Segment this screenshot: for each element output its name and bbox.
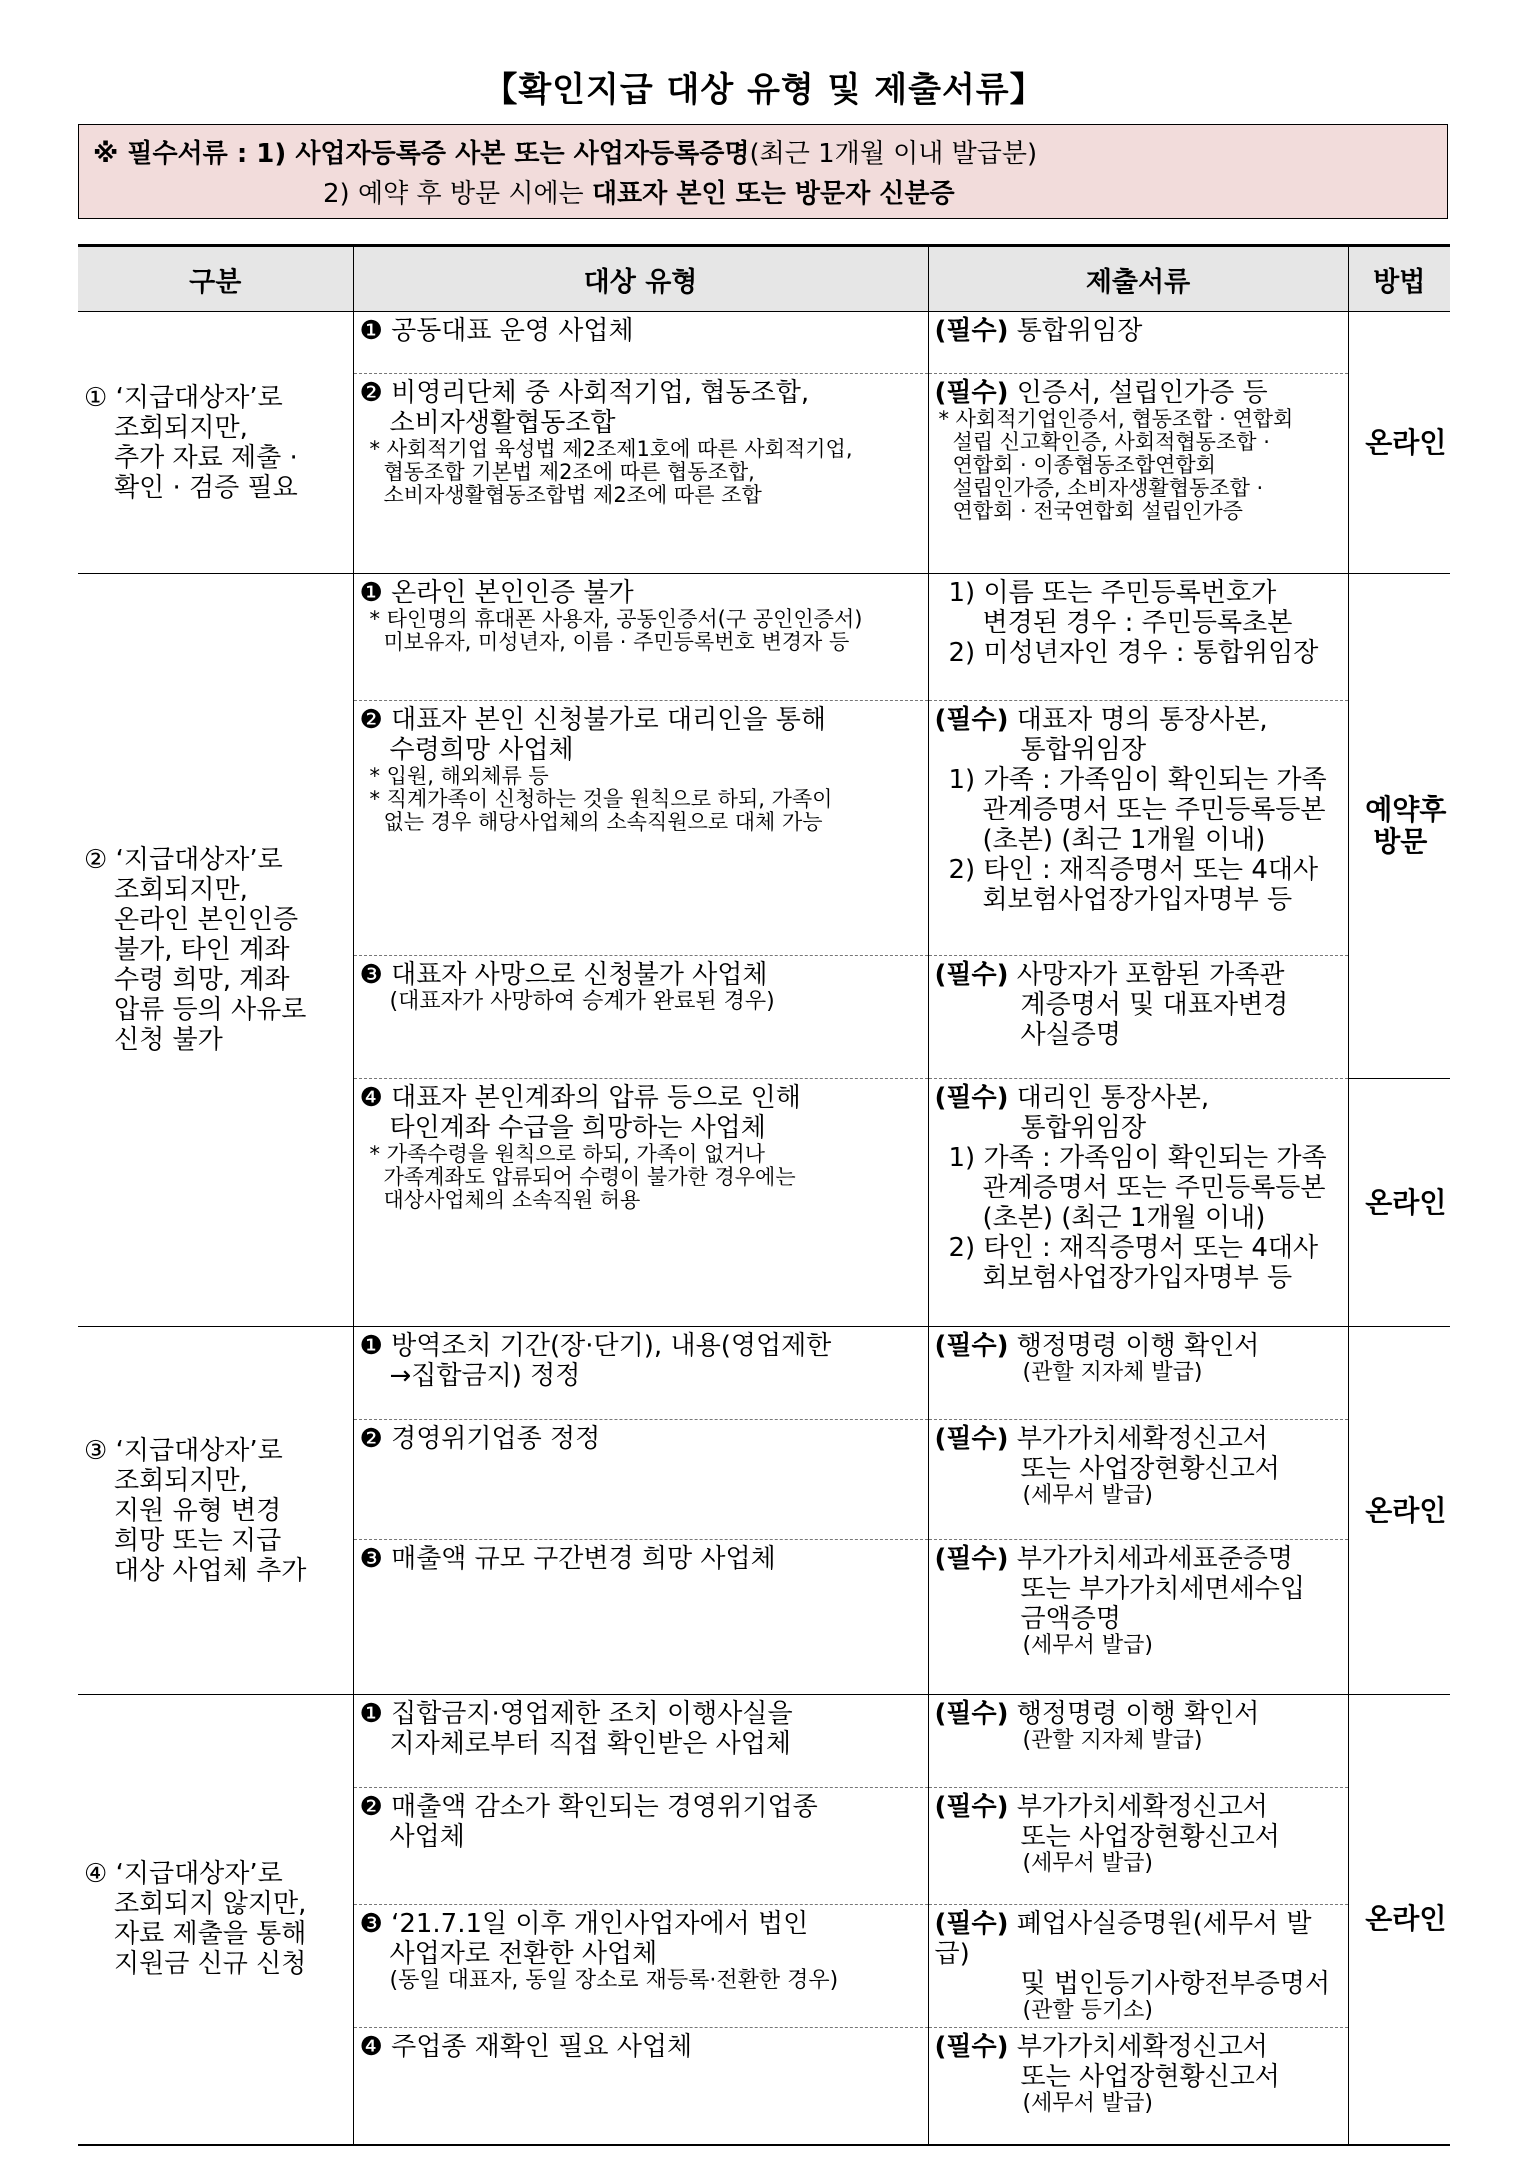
category-line: 신청 불가 [114, 1025, 223, 1055]
documents-cell [928, 1420, 1348, 1540]
document-line [935, 316, 1344, 346]
document-note: 연합회 · 이종협동조합연합회 [952, 453, 1216, 477]
document-line [935, 1020, 1344, 1050]
type-line: 사업체 [389, 1822, 465, 1852]
type-line: ❹ 주업종 재확인 필요 사업체 [359, 2032, 693, 2062]
document-line [935, 735, 1344, 765]
required-tag: (필수) [934, 2032, 1009, 2062]
category-line: ② ‘지급대상자’로 [84, 845, 283, 875]
required-tag: (필수) [934, 1424, 1009, 1454]
documents-cell [928, 1079, 1348, 1327]
document-line [935, 1331, 1344, 1361]
document-line [935, 1822, 1344, 1852]
document-text: 또는 사업장현황신고서 [1020, 1822, 1280, 1852]
required-tag: (필수) [934, 378, 1009, 408]
required-tag: (필수) [934, 1699, 1009, 1729]
category-line: 불가, 타인 계좌 [114, 935, 290, 965]
table-row [78, 574, 1450, 701]
type-line: ❸ ‘21.7.1일 이후 개인사업자에서 법인 [359, 1909, 809, 1939]
category-line: 추가 자료 제출 · [114, 442, 298, 473]
type-line: ❷ 경영위기업종 정정 [359, 1424, 601, 1454]
type-line: ❷ 비영리단체 중 사회적기업, 협동조합, [359, 378, 810, 408]
category-line: 조회되지 않지만, [114, 1889, 307, 1920]
document-text: 또는 부가가치세면세수입 [1020, 1574, 1306, 1604]
type-line: ❶ 방역조치 기간(장·단기), 내용(영업제한 [359, 1331, 832, 1361]
method-cell [1348, 1079, 1450, 1327]
document-note: * 사회적기업인증서, 협동조합 · 연합회 [938, 407, 1294, 431]
required-tag: (필수) [934, 1083, 1009, 1113]
document-line [935, 1969, 1344, 1999]
table-header-row [78, 246, 1450, 312]
category-line: 조회되지만, [114, 875, 248, 905]
document-text: 부가가치세확정신고서 [1016, 2032, 1268, 2062]
type-note: 협동조합 기본법 제2조에 따른 협동조합, [383, 460, 755, 484]
documents-cell [928, 956, 1348, 1079]
document-text: 또는 사업장현황신고서 [1020, 2062, 1280, 2092]
type-note: 미보유자, 미성년자, 이름 · 주민등록번호 변경자 등 [383, 630, 850, 654]
document-text: 통합위임장 [1020, 735, 1147, 765]
category-line: 희망 또는 지급 [114, 1525, 282, 1556]
required-documents-notice [78, 124, 1448, 219]
type-note: 소비자생활협동조합법 제2조에 따른 조합 [383, 483, 762, 507]
document-list-item: 관계증명서 또는 주민등록등본 [982, 1173, 1326, 1203]
documents-cell [928, 1788, 1348, 1905]
category-line: 지원 유형 변경 [114, 1495, 282, 1526]
document-text: 통합위임장 [1020, 1113, 1147, 1143]
method-label: 온라인 [1365, 1493, 1447, 1527]
method-cell [1348, 1695, 1450, 2145]
type-line: ❶ 집합금지·영업제한 조치 이행사실을 [359, 1699, 793, 1729]
type-line: ❸ 대표자 사망으로 신청불가 사업체 [359, 960, 768, 990]
type-cell [353, 1788, 928, 1905]
document-line [935, 1792, 1344, 1822]
table-row [78, 1327, 1450, 1420]
document-subnote: (세무서 발급) [1022, 1633, 1153, 1658]
category-cell [78, 1695, 353, 2145]
type-line: →집합금지) 정정 [389, 1361, 581, 1391]
notice-line2: 2) 예약 후 방문 시에는 [323, 179, 592, 209]
document-line [935, 1699, 1344, 1729]
document-text: 사실증명 [1020, 1020, 1121, 1050]
type-line: ❹ 대표자 본인계좌의 압류 등으로 인해 [359, 1083, 801, 1113]
header-category: 구분 [78, 246, 353, 312]
type-note: 가족계좌도 압류되어 수령이 불가한 경우에는 [383, 1165, 796, 1189]
category-line: 압류 등의 사유로 [114, 995, 307, 1025]
table-row [78, 1695, 1450, 1788]
documents-cell [928, 312, 1348, 374]
document-text: 행정명령 이행 확인서 [1016, 1331, 1260, 1361]
type-cell [353, 1327, 928, 1420]
type-line: 소비자생활협동조합 [389, 408, 616, 438]
document-subnote: (관할 지자체 발급) [1022, 1360, 1203, 1385]
category-line: 지원금 신규 신청 [114, 1949, 307, 1980]
document-text: 대표자 명의 통장사본, [1016, 705, 1268, 735]
category-cell [78, 574, 353, 1327]
page-title: 【확인지급 대상 유형 및 제출서류】 [483, 70, 1045, 110]
document-note: 설립 신고확인증, 사회적협동조합 · [952, 430, 1270, 454]
document-line [935, 1113, 1344, 1143]
document-list-item: 2) 타인 : 재직증명서 또는 4대사 [948, 1233, 1319, 1263]
document-line [935, 2032, 1344, 2062]
document-subnote: (관할 지자체 발급) [1022, 1728, 1203, 1753]
document-subnote: (세무서 발급) [1022, 2091, 1153, 2116]
required-tag: (필수) [934, 705, 1009, 735]
document-list-item: 변경된 경우 : 주민등록초본 [982, 608, 1293, 638]
type-cell [353, 956, 928, 1079]
document-text: 또는 사업장현황신고서 [1020, 1454, 1280, 1484]
document-text: 및 법인등기사항전부증명서 [1020, 1969, 1331, 1999]
document-text: 통합위임장 [1016, 316, 1143, 346]
type-cell [353, 1540, 928, 1695]
document-text: 행정명령 이행 확인서 [1016, 1699, 1260, 1729]
document-subnote: (세무서 발급) [1022, 1851, 1153, 1876]
type-note: * 직계가족이 신청하는 것을 원칙으로 하되, 가족이 [369, 787, 833, 811]
type-cell [353, 1695, 928, 1788]
document-line [935, 960, 1344, 990]
method-cell [1348, 574, 1450, 1079]
document-text: 부가가치세과세표준증명 [1016, 1544, 1294, 1574]
category-line: 자료 제출을 통해 [114, 1919, 307, 1950]
required-tag: (필수) [934, 1331, 1009, 1361]
type-cell [353, 701, 928, 956]
category-line: ③ ‘지급대상자’로 [84, 1435, 283, 1466]
type-line: ❶ 공동대표 운영 사업체 [359, 316, 634, 346]
type-cell [353, 2028, 928, 2145]
document-note: 설립인가증, 소비자생활협동조합 · [952, 476, 1264, 500]
document-list-item: 관계증명서 또는 주민등록등본 [982, 795, 1326, 825]
document-list-item: (초본) (최근 1개월 이내) [982, 825, 1266, 855]
document-text: 인증서, 설립인가증 등 [1016, 378, 1268, 408]
notice-line2-bold: 대표자 본인 또는 방문자 신분증 [591, 179, 955, 209]
notice-line1: ※ 필수서류 : 1) 사업자등록증 사본 또는 사업자등록증명 [93, 139, 750, 169]
documents-cell [928, 374, 1348, 574]
document-list-item: 1) 가족 : 가족임이 확인되는 가족 [948, 1143, 1327, 1173]
document-list-item: 1) 이름 또는 주민등록번호가 [948, 578, 1277, 608]
document-line [935, 705, 1344, 735]
document-line [935, 1909, 1344, 1969]
type-note: 없는 경우 해당사업체의 소속직원으로 대체 가능 [383, 810, 823, 834]
documents-cell [928, 1695, 1348, 1788]
type-line: ❷ 매출액 감소가 확인되는 경영위기업종 [359, 1792, 818, 1822]
document-note: 연합회 · 전국연합회 설립인가증 [952, 499, 1243, 523]
document-list-item: 회보험사업장가입자명부 등 [982, 885, 1293, 915]
type-note: * 가족수령을 원칙으로 하되, 가족이 없거나 [369, 1142, 765, 1166]
required-tag: (필수) [934, 1544, 1009, 1574]
document-line [935, 1424, 1344, 1454]
type-cell [353, 1420, 928, 1540]
category-line: ④ ‘지급대상자’로 [84, 1859, 283, 1890]
documents-cell [928, 701, 1348, 956]
notice-line1-note: (최근 1개월 이내 발급분) [749, 139, 1038, 169]
method-cell [1348, 1327, 1450, 1695]
type-cell [353, 1905, 928, 2028]
required-tag: (필수) [934, 316, 1009, 346]
document-subnote: (관할 등기소) [1022, 1998, 1153, 2023]
documents-cell [928, 2028, 1348, 2145]
document-text: 부가가치세확정신고서 [1016, 1424, 1268, 1454]
type-cell [353, 574, 928, 701]
document-line [935, 1083, 1344, 1113]
type-cell [353, 312, 928, 374]
header-documents: 제출서류 [928, 246, 1348, 312]
category-line: ① ‘지급대상자’로 [84, 382, 283, 413]
document-text: 계증명서 및 대표자변경 [1020, 990, 1289, 1020]
document-line [935, 378, 1344, 408]
document-line [935, 1544, 1344, 1574]
document-text: 사망자가 포함된 가족관 [1016, 960, 1285, 990]
type-cell [353, 374, 928, 574]
type-subnote: (대표자가 사망하여 승계가 완료된 경우) [389, 989, 775, 1014]
type-note: * 사회적기업 육성법 제2조제1호에 따른 사회적기업, [369, 437, 853, 461]
document-list-item: 1) 가족 : 가족임이 확인되는 가족 [948, 765, 1327, 795]
type-cell [353, 1079, 928, 1327]
table-row [78, 312, 1450, 374]
type-subnote: (동일 대표자, 동일 장소로 재등록·전환한 경우) [389, 1968, 839, 1993]
required-tag: (필수) [934, 1909, 1009, 1939]
type-note: * 타인명의 휴대폰 사용자, 공동인증서(구 공인인증서) [369, 607, 863, 631]
method-cell [1348, 312, 1450, 574]
category-line: 온라인 본인인증 [114, 905, 299, 935]
method-label: 온라인 [1365, 1902, 1447, 1936]
document-line [935, 990, 1344, 1020]
required-tag: (필수) [934, 1792, 1009, 1822]
document-text: 대리인 통장사본, [1016, 1083, 1210, 1113]
type-line: 지자체로부터 직접 확인받은 사업체 [389, 1729, 792, 1759]
document-text: 부가가치세확정신고서 [1016, 1792, 1268, 1822]
header-type: 대상 유형 [353, 246, 928, 312]
document-list-item: 회보험사업장가입자명부 등 [982, 1263, 1293, 1293]
type-line: ❶ 온라인 본인인증 불가 [359, 578, 634, 608]
document-list-item: 2) 미성년자인 경우 : 통합위임장 [948, 638, 1319, 668]
type-line: 수령희망 사업체 [389, 735, 574, 765]
document-text: 폐업사실증명원(세무서 발급) [934, 1909, 1312, 1969]
type-note: * 입원, 해외체류 등 [369, 764, 549, 788]
type-line: ❸ 매출액 규모 구간변경 희망 사업체 [359, 1544, 776, 1574]
document-line [935, 1454, 1344, 1484]
documents-cell [928, 574, 1348, 701]
category-line: 대상 사업체 추가 [114, 1555, 307, 1586]
document-line [935, 1574, 1344, 1604]
document-line [935, 1604, 1344, 1634]
documents-cell [928, 1327, 1348, 1420]
required-tag: (필수) [934, 960, 1009, 990]
eligibility-table [78, 244, 1450, 2146]
category-cell [78, 1327, 353, 1695]
type-line: 사업자로 전환한 사업체 [389, 1939, 658, 1969]
category-line: 확인 · 검증 필요 [114, 472, 298, 503]
type-line: ❷ 대표자 본인 신청불가로 대리인을 통해 [359, 705, 826, 735]
document-list-item: (초본) (최근 1개월 이내) [982, 1203, 1266, 1233]
document-line [935, 2062, 1344, 2092]
category-line: 수령 희망, 계좌 [114, 965, 290, 995]
document-list-item: 2) 타인 : 재직증명서 또는 4대사 [948, 855, 1319, 885]
category-cell [78, 312, 353, 574]
category-line: 조회되지만, [114, 1465, 248, 1496]
method-label: 예약후 방문 [1365, 793, 1447, 858]
documents-cell [928, 1540, 1348, 1695]
documents-cell [928, 1905, 1348, 2028]
header-method: 방법 [1348, 246, 1450, 312]
method-label: 온라인 [1365, 1185, 1447, 1219]
method-label: 온라인 [1365, 425, 1447, 459]
document-subnote: (세무서 발급) [1022, 1483, 1153, 1508]
type-note: 대상사업체의 소속직원 허용 [383, 1188, 641, 1212]
category-line: 조회되지만, [114, 412, 248, 443]
document-text: 금액증명 [1020, 1604, 1121, 1634]
type-line: 타인계좌 수급을 희망하는 사업체 [389, 1113, 766, 1143]
